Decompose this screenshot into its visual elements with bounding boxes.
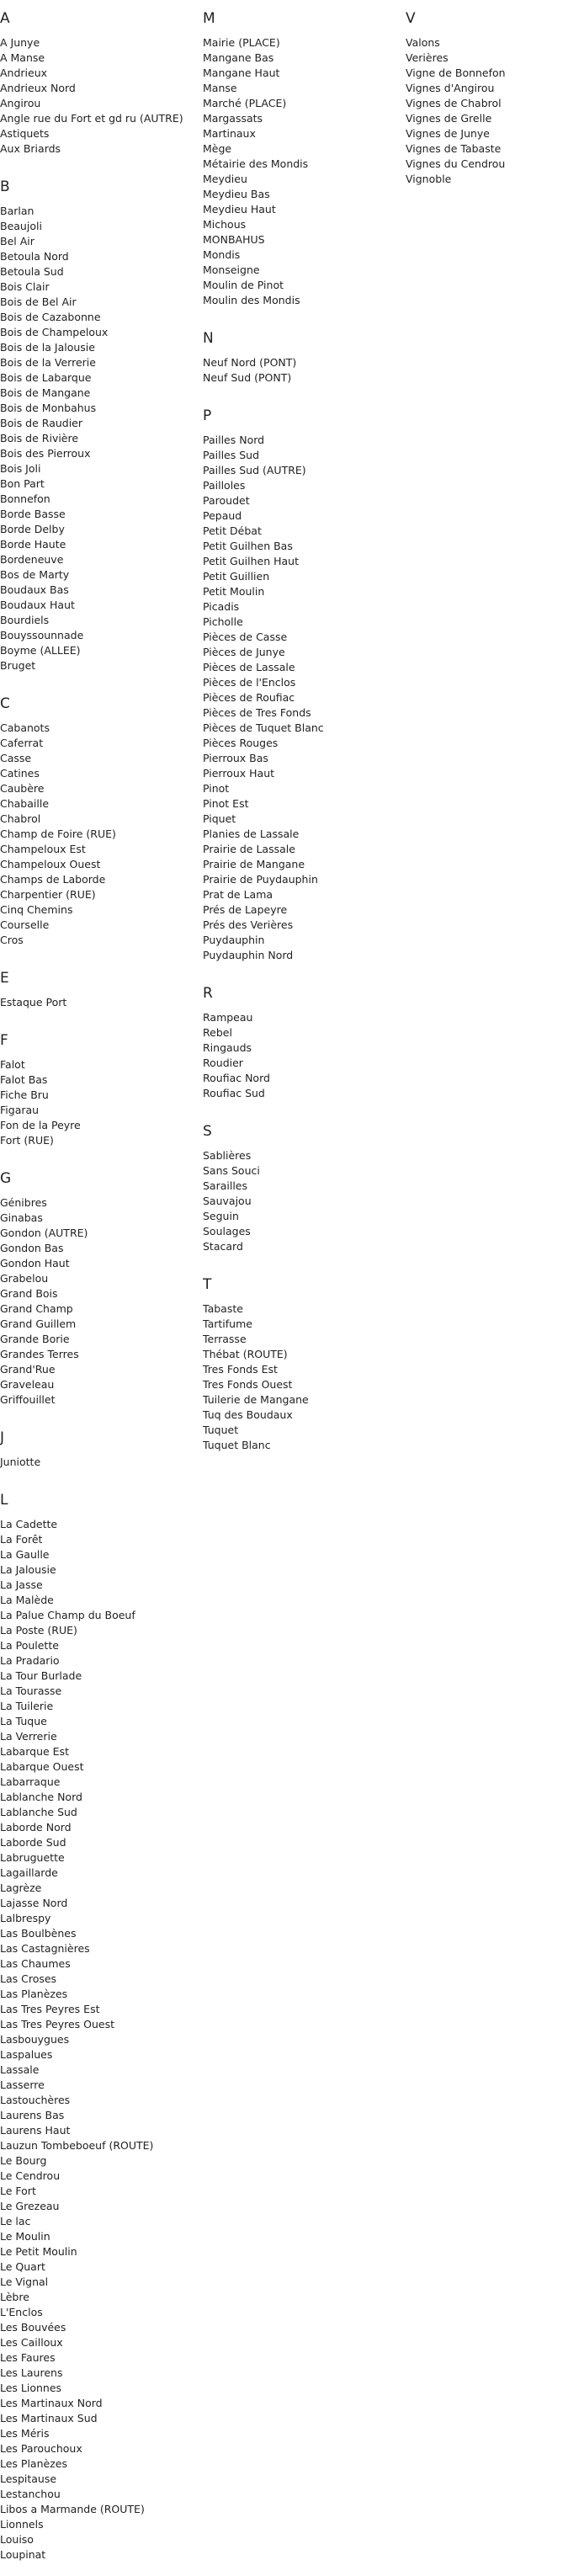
place-link-graveleau[interactable]: Graveleau: [0, 1378, 55, 1391]
place-name-list: [0, 1455, 195, 1470]
letter-heading: A: [0, 10, 10, 27]
letter-heading: R: [203, 985, 213, 1002]
place-link-lagreze[interactable]: Lagrèze: [0, 1881, 42, 1894]
place-link-cros[interactable]: Cros: [0, 934, 24, 946]
place-link-vignes-de-grelle[interactable]: Vignes de Grelle: [406, 112, 492, 125]
place-link-puydauphin[interactable]: Puydauphin: [203, 934, 265, 946]
place-link-borde-delby[interactable]: Borde Delby: [0, 523, 65, 535]
place-link-laspalues[interactable]: Laspalues: [0, 2048, 53, 2061]
place-link-piquet[interactable]: Piquet: [203, 812, 236, 825]
place-link-meydieu[interactable]: Meydieu: [203, 173, 247, 185]
place-link-pinot-est[interactable]: Pinot Est: [203, 797, 249, 810]
place-link-libos-a-marmande-route[interactable]: Libos a Marmande (ROUTE): [0, 2503, 145, 2515]
place-link-la-gaulle[interactable]: La Gaulle: [0, 1548, 50, 1561]
place-link-tres-fonds-ouest[interactable]: Tres Fonds Ouest: [203, 1378, 293, 1391]
place-link-boudaux-bas[interactable]: Boudaux Bas: [0, 583, 69, 596]
place-link-pailloles[interactable]: Pailloles: [203, 479, 246, 492]
place-link-falot-bas[interactable]: Falot Bas: [0, 1073, 48, 1086]
place-link-les-martinaux-nord[interactable]: Les Martinaux Nord: [0, 2397, 103, 2409]
place-link-angirou[interactable]: Angirou: [0, 97, 41, 109]
place-name-list: [0, 35, 195, 157]
place-link-laborde-sud[interactable]: Laborde Sud: [0, 1836, 66, 1849]
place-link-les-bouvees[interactable]: Les Bouvées: [0, 2321, 66, 2334]
place-link-las-chaumes[interactable]: Las Chaumes: [0, 1957, 71, 1970]
place-link-caubere[interactable]: Caubère: [0, 782, 45, 795]
place-link-aux-briards[interactable]: Aux Briards: [0, 142, 61, 155]
place-link-barlan[interactable]: Barlan: [0, 205, 35, 217]
place-link-pepaud[interactable]: Pepaud: [203, 509, 242, 522]
place-link-le-fort[interactable]: Le Fort: [0, 2185, 36, 2197]
letter-heading: F: [0, 1032, 8, 1049]
place-link-margassats[interactable]: Margassats: [203, 112, 263, 125]
place-link-les-parouchoux[interactable]: Les Parouchoux: [0, 2442, 82, 2455]
place-link-las-tres-peyres-ouest[interactable]: Las Tres Peyres Ouest: [0, 2018, 115, 2030]
place-link-valons[interactable]: Valons: [406, 36, 440, 49]
letter-group-p: [203, 399, 398, 963]
letter-heading: M: [203, 10, 215, 27]
place-link-bel-air[interactable]: Bel Air: [0, 235, 35, 247]
place-link-bois-de-cazabonne[interactable]: Bois de Cazabonne: [0, 311, 101, 323]
place-link-pieces-rouges[interactable]: Pièces Rouges: [203, 737, 279, 749]
place-link-champs-de-laborde[interactable]: Champs de Laborde: [0, 873, 106, 886]
place-link-vigne-de-bonnefon[interactable]: Vigne de Bonnefon: [406, 67, 506, 79]
letter-group-e: [0, 961, 195, 1010]
place-link-angle-rue-du-fort-et-gd-ru-autre[interactable]: Angle rue du Fort et gd ru (AUTRE): [0, 112, 183, 125]
place-link-grand-rue[interactable]: Grand'Rue: [0, 1363, 56, 1376]
place-name-list: [0, 1057, 195, 1148]
place-link-ginabas[interactable]: Ginabas: [0, 1211, 43, 1224]
place-link-le-quart[interactable]: Le Quart: [0, 2260, 45, 2273]
place-link-monseigne[interactable]: Monseigne: [203, 263, 260, 276]
place-link-pieces-de-junye[interactable]: Pièces de Junye: [203, 646, 285, 658]
letter-group-r: [203, 977, 398, 1101]
place-link-betoula-sud[interactable]: Betoula Sud: [0, 265, 64, 278]
place-link-grande-borie[interactable]: Grande Borie: [0, 1333, 70, 1345]
letter-heading: E: [0, 970, 9, 987]
place-link-le-lac[interactable]: Le lac: [0, 2215, 31, 2227]
place-link-astiquets[interactable]: Astiquets: [0, 127, 50, 140]
place-link-las-boulbenes[interactable]: Las Boulbènes: [0, 1927, 77, 1940]
place-link-picadis[interactable]: Picadis: [203, 600, 240, 613]
place-link-louiso[interactable]: Louiso: [0, 2533, 34, 2546]
place-link-las-tres-peyres-est[interactable]: Las Tres Peyres Est: [0, 2003, 100, 2015]
place-link-mege[interactable]: Mège: [203, 142, 232, 155]
place-link-planies-de-lassale[interactable]: Planies de Lassale: [203, 828, 300, 840]
place-link-vignoble[interactable]: Vignoble: [406, 173, 452, 185]
place-name-list: [203, 1148, 398, 1254]
place-link-rampeau[interactable]: Rampeau: [203, 1011, 253, 1024]
place-link-vignes-de-chabrol[interactable]: Vignes de Chabrol: [406, 97, 502, 109]
place-link-picholle[interactable]: Picholle: [203, 615, 243, 628]
place-link-la-jalousie[interactable]: La Jalousie: [0, 1563, 56, 1576]
place-link-bois-clair[interactable]: Bois Clair: [0, 280, 50, 293]
place-link-petit-guilhen-haut[interactable]: Petit Guilhen Haut: [203, 555, 299, 567]
place-link-falot[interactable]: Falot: [0, 1058, 25, 1071]
place-link-prat-de-lama[interactable]: Prat de Lama: [203, 888, 273, 901]
place-link-chabaille[interactable]: Chabaille: [0, 797, 50, 810]
place-link-lestanchou[interactable]: Lestanchou: [0, 2488, 61, 2500]
place-link-mangane-haut[interactable]: Mangane Haut: [203, 67, 280, 79]
place-link-lebre[interactable]: Lèbre: [0, 2291, 29, 2303]
place-link-les-martinaux-sud[interactable]: Les Martinaux Sud: [0, 2412, 98, 2424]
place-link-borde-basse[interactable]: Borde Basse: [0, 508, 66, 520]
place-link-champeloux-ouest[interactable]: Champeloux Ouest: [0, 858, 101, 870]
place-link-andrieux-nord[interactable]: Andrieux Nord: [0, 82, 76, 94]
place-link-prairie-de-lassale[interactable]: Prairie de Lassale: [203, 843, 295, 855]
place-link-la-poulette[interactable]: La Poulette: [0, 1639, 59, 1652]
place-link-roudier[interactable]: Roudier: [203, 1056, 243, 1069]
place-link-las-croses[interactable]: Las Croses: [0, 1972, 57, 1985]
place-link-boyme-allee[interactable]: Boyme (ALLEE): [0, 644, 81, 657]
place-link-mairie-place[interactable]: Mairie (PLACE): [203, 36, 280, 49]
place-link-le-grezeau[interactable]: Le Grezeau: [0, 2200, 60, 2212]
place-link-la-tourasse[interactable]: La Tourasse: [0, 1685, 62, 1697]
place-link-pieces-de-tuquet-blanc[interactable]: Pièces de Tuquet Blanc: [203, 721, 324, 734]
letter-heading: V: [406, 10, 416, 27]
letter-heading: T: [203, 1276, 212, 1293]
place-link-bon-part[interactable]: Bon Part: [0, 477, 45, 490]
place-link-champeloux-est[interactable]: Champeloux Est: [0, 843, 86, 855]
place-link-verieres[interactable]: Verières: [406, 51, 449, 64]
letter-heading: C: [0, 695, 10, 712]
letter-group-a: [0, 0, 195, 157]
place-link-bordeneuve[interactable]: Bordeneuve: [0, 553, 64, 566]
place-link-la-tuilerie[interactable]: La Tuilerie: [0, 1700, 54, 1712]
place-link-petit-debat[interactable]: Petit Débat: [203, 524, 262, 537]
place-link-le-bourg[interactable]: Le Bourg: [0, 2154, 47, 2167]
place-link-mangane-bas[interactable]: Mangane Bas: [203, 51, 274, 64]
place-name-list: [0, 1517, 195, 2563]
place-link-bois-de-la-jalousie[interactable]: Bois de la Jalousie: [0, 341, 95, 354]
place-link-fon-de-la-peyre[interactable]: Fon de la Peyre: [0, 1119, 81, 1131]
place-link-les-cailloux[interactable]: Les Cailloux: [0, 2336, 63, 2349]
place-link-borde-haute[interactable]: Borde Haute: [0, 538, 66, 551]
place-link-las-castagnieres[interactable]: Las Castagnières: [0, 1942, 90, 1955]
place-link-champ-de-foire-rue[interactable]: Champ de Foire (RUE): [0, 828, 116, 840]
place-link-bourdiels[interactable]: Bourdiels: [0, 614, 50, 626]
place-link-grabelou[interactable]: Grabelou: [0, 1272, 49, 1285]
place-link-laurens-haut[interactable]: Laurens Haut: [0, 2124, 71, 2137]
place-link-manse[interactable]: Manse: [203, 82, 237, 94]
letter-group-c: [0, 687, 195, 948]
place-link-la-palue-champ-du-boeuf[interactable]: La Palue Champ du Boeuf: [0, 1609, 135, 1621]
place-link-bois-joli[interactable]: Bois Joli: [0, 462, 41, 475]
place-link-labarraque[interactable]: Labarraque: [0, 1775, 61, 1788]
letter-group-j: [0, 1421, 195, 1470]
letter-heading: S: [203, 1123, 212, 1140]
place-link-bruget[interactable]: Bruget: [0, 659, 36, 672]
place-link-pieces-de-roufiac[interactable]: Pièces de Roufiac: [203, 691, 295, 704]
place-link-fort-rue[interactable]: Fort (RUE): [0, 1134, 54, 1147]
place-link-gondon-haut[interactable]: Gondon Haut: [0, 1257, 70, 1269]
place-link-lionnels[interactable]: Lionnels: [0, 2518, 44, 2531]
place-link-ringauds[interactable]: Ringauds: [203, 1041, 252, 1054]
index-column-3: [406, 0, 568, 200]
place-link-le-moulin[interactable]: Le Moulin: [0, 2230, 50, 2243]
place-link-l-enclos[interactable]: L'Enclos: [0, 2306, 43, 2318]
place-link-la-tour-burlade[interactable]: La Tour Burlade: [0, 1669, 82, 1682]
place-link-sarailles[interactable]: Sarailles: [203, 1179, 248, 1192]
place-link-pres-des-verieres[interactable]: Prés des Verières: [203, 918, 294, 931]
place-link-mondis[interactable]: Mondis: [203, 248, 241, 261]
place-link-les-laurens[interactable]: Les Laurens: [0, 2366, 63, 2379]
index-column-2: [203, 0, 398, 1466]
place-link-monbahus[interactable]: MONBAHUS: [203, 233, 265, 246]
letter-group-b: [0, 170, 195, 673]
place-link-lablanche-sud[interactable]: Lablanche Sud: [0, 1806, 77, 1818]
place-link-cinq-chemins[interactable]: Cinq Chemins: [0, 903, 73, 916]
place-link-charpentier-rue[interactable]: Charpentier (RUE): [0, 888, 96, 901]
place-link-moulin-des-mondis[interactable]: Moulin des Mondis: [203, 294, 300, 306]
place-link-la-foret[interactable]: La Forêt: [0, 1533, 43, 1546]
place-link-tartifume[interactable]: Tartifume: [203, 1317, 252, 1330]
place-name-list: [0, 1195, 195, 1408]
place-link-vignes-de-tabaste[interactable]: Vignes de Tabaste: [406, 142, 502, 155]
place-link-prairie-de-mangane[interactable]: Prairie de Mangane: [203, 858, 305, 870]
place-link-lasbouygues[interactable]: Lasbouygues: [0, 2033, 70, 2046]
letter-heading: G: [0, 1170, 12, 1187]
place-link-pailles-sud[interactable]: Pailles Sud: [203, 449, 260, 461]
place-link-petit-guilhen-bas[interactable]: Petit Guilhen Bas: [203, 540, 293, 552]
place-link-bois-de-champeloux[interactable]: Bois de Champeloux: [0, 326, 109, 338]
place-link-la-pradario[interactable]: La Pradario: [0, 1654, 60, 1667]
place-link-pieces-de-tres-fonds[interactable]: Pièces de Tres Fonds: [203, 706, 311, 719]
place-link-martinaux[interactable]: Martinaux: [203, 127, 256, 140]
place-name-list: [203, 433, 398, 963]
place-link-neuf-sud-pont[interactable]: Neuf Sud (PONT): [203, 371, 292, 384]
place-link-genibres[interactable]: Génibres: [0, 1196, 47, 1209]
place-link-caferrat[interactable]: Caferrat: [0, 737, 44, 749]
place-link-andrieux[interactable]: Andrieux: [0, 67, 48, 79]
place-link-pieces-de-l-enclos[interactable]: Pièces de l'Enclos: [203, 676, 296, 689]
place-link-lassale[interactable]: Lassale: [0, 2063, 40, 2076]
letter-group-l: [0, 1483, 195, 2563]
letter-group-s: [203, 1115, 398, 1254]
place-link-gondon-bas[interactable]: Gondon Bas: [0, 1242, 64, 1254]
place-name-list: [0, 995, 195, 1010]
letter-group-v: [406, 0, 568, 187]
place-link-petit-guillien[interactable]: Petit Guillien: [203, 570, 270, 583]
place-link-la-cadette[interactable]: La Cadette: [0, 1518, 58, 1530]
place-name-list: [406, 35, 568, 187]
letter-heading: L: [0, 1492, 8, 1509]
place-link-terrasse[interactable]: Terrasse: [203, 1333, 247, 1345]
place-link-la-tuque[interactable]: La Tuque: [0, 1715, 47, 1727]
place-link-vignes-de-junye[interactable]: Vignes de Junye: [406, 127, 490, 140]
place-link-lalbrespy[interactable]: Lalbrespy: [0, 1912, 51, 1924]
place-link-bois-de-mangane[interactable]: Bois de Mangane: [0, 386, 91, 399]
place-link-cabanots[interactable]: Cabanots: [0, 721, 50, 734]
place-link-sablieres[interactable]: Sablières: [203, 1149, 252, 1162]
place-link-courselle[interactable]: Courselle: [0, 918, 50, 931]
place-link-casse[interactable]: Casse: [0, 752, 32, 764]
place-link-tabaste[interactable]: Tabaste: [203, 1302, 243, 1315]
place-link-bois-de-raudier[interactable]: Bois de Raudier: [0, 417, 83, 429]
place-link-la-verrerie[interactable]: La Verrerie: [0, 1730, 57, 1743]
place-link-meydieu-bas[interactable]: Meydieu Bas: [203, 188, 270, 200]
place-link-petit-moulin[interactable]: Petit Moulin: [203, 585, 265, 598]
place-link-prairie-de-puydauphin[interactable]: Prairie de Puydauphin: [203, 873, 318, 886]
place-link-tres-fonds-est[interactable]: Tres Fonds Est: [203, 1363, 278, 1376]
place-link-vignes-d-angirou[interactable]: Vignes d'Angirou: [406, 82, 495, 94]
place-link-vignes-du-cendrou[interactable]: Vignes du Cendrou: [406, 157, 506, 170]
place-link-paroudet[interactable]: Paroudet: [203, 494, 250, 507]
place-link-grand-champ[interactable]: Grand Champ: [0, 1302, 73, 1315]
place-link-seguin[interactable]: Seguin: [203, 1210, 239, 1222]
letter-group-n: [203, 322, 398, 386]
place-name-list: [203, 355, 398, 386]
place-link-bos-de-marty[interactable]: Bos de Marty: [0, 568, 70, 581]
place-link-michous[interactable]: Michous: [203, 218, 247, 231]
place-link-chabrol[interactable]: Chabrol: [0, 812, 41, 825]
place-link-soulages[interactable]: Soulages: [203, 1225, 251, 1237]
place-link-labarque-ouest[interactable]: Labarque Ouest: [0, 1760, 84, 1773]
place-link-thebat-route[interactable]: Thébat (ROUTE): [203, 1348, 288, 1360]
place-link-grandes-terres[interactable]: Grandes Terres: [0, 1348, 79, 1360]
index-column-1: [0, 0, 195, 2576]
place-link-figarau[interactable]: Figarau: [0, 1104, 40, 1116]
place-link-laurens-bas[interactable]: Laurens Bas: [0, 2109, 65, 2121]
place-link-lauzun-tombeboeuf-route[interactable]: Lauzun Tombeboeuf (ROUTE): [0, 2139, 154, 2152]
place-link-pres-de-lapeyre[interactable]: Prés de Lapeyre: [203, 903, 288, 916]
place-link-la-poste-rue[interactable]: La Poste (RUE): [0, 1624, 77, 1637]
place-link-bois-de-la-verrerie[interactable]: Bois de la Verrerie: [0, 356, 96, 369]
place-link-le-cendrou[interactable]: Le Cendrou: [0, 2169, 61, 2182]
place-link-grand-bois[interactable]: Grand Bois: [0, 1287, 58, 1300]
place-name-list: [203, 1301, 398, 1453]
place-link-les-lionnes[interactable]: Les Lionnes: [0, 2382, 62, 2394]
place-link-bouyssounnade[interactable]: Bouyssounnade: [0, 629, 84, 641]
place-link-bois-des-pierroux[interactable]: Bois des Pierroux: [0, 447, 91, 460]
place-link-fiche-bru[interactable]: Fiche Bru: [0, 1088, 49, 1101]
place-name-list: [0, 204, 195, 673]
letter-group-m: [203, 0, 398, 308]
place-link-boudaux-haut[interactable]: Boudaux Haut: [0, 599, 75, 611]
place-link-roufiac-sud[interactable]: Roufiac Sud: [203, 1087, 265, 1099]
place-link-metairie-des-mondis[interactable]: Métairie des Mondis: [203, 157, 309, 170]
place-link-labruguette[interactable]: Labruguette: [0, 1851, 65, 1864]
place-link-pailles-nord[interactable]: Pailles Nord: [203, 434, 265, 446]
place-link-la-malede[interactable]: La Malède: [0, 1594, 54, 1606]
place-link-beaujoli[interactable]: Beaujoli: [0, 220, 42, 232]
letter-heading: B: [0, 178, 10, 195]
place-link-meydieu-haut[interactable]: Meydieu Haut: [203, 203, 276, 216]
place-link-catines[interactable]: Catines: [0, 767, 40, 780]
place-link-pierroux-haut[interactable]: Pierroux Haut: [203, 767, 275, 780]
place-link-tuilerie-de-mangane[interactable]: Tuilerie de Mangane: [203, 1393, 309, 1406]
place-link-le-petit-moulin[interactable]: Le Petit Moulin: [0, 2245, 77, 2258]
place-link-les-meris[interactable]: Les Méris: [0, 2427, 50, 2440]
place-link-la-jasse[interactable]: La Jasse: [0, 1578, 43, 1591]
place-link-pieces-de-lassale[interactable]: Pièces de Lassale: [203, 661, 295, 673]
place-link-bonnefon[interactable]: Bonnefon: [0, 492, 50, 505]
place-link-grand-guillem[interactable]: Grand Guillem: [0, 1317, 77, 1330]
place-name-list: [203, 1010, 398, 1101]
letter-heading: N: [203, 330, 214, 347]
place-name-list: [203, 35, 398, 308]
place-link-stacard[interactable]: Stacard: [203, 1240, 243, 1253]
place-link-griffouillet[interactable]: Griffouillet: [0, 1393, 56, 1406]
place-link-laborde-nord[interactable]: Laborde Nord: [0, 1821, 72, 1834]
place-link-bois-de-labarque[interactable]: Bois de Labarque: [0, 371, 92, 384]
letter-group-f: [0, 1024, 195, 1148]
place-link-le-vignal[interactable]: Le Vignal: [0, 2275, 49, 2288]
place-name-list: [0, 721, 195, 948]
place-link-tuquet[interactable]: Tuquet: [203, 1424, 239, 1436]
place-link-juniotte[interactable]: Juniotte: [0, 1456, 41, 1468]
place-link-lasserre[interactable]: Lasserre: [0, 2078, 45, 2091]
place-link-a-junye[interactable]: A Junye: [0, 36, 40, 49]
place-link-las-planezes[interactable]: Las Planèzes: [0, 1988, 68, 2000]
place-link-roufiac-nord[interactable]: Roufiac Nord: [203, 1072, 270, 1084]
place-link-bois-de-bel-air[interactable]: Bois de Bel Air: [0, 295, 77, 308]
place-link-lespitause[interactable]: Lespitause: [0, 2472, 57, 2485]
place-link-les-planezes[interactable]: Les Planèzes: [0, 2457, 67, 2470]
place-link-les-faures[interactable]: Les Faures: [0, 2351, 56, 2364]
place-link-lastoucheres[interactable]: Lastouchères: [0, 2094, 71, 2106]
letter-heading: P: [203, 407, 212, 424]
place-link-loupinat[interactable]: Loupinat: [0, 2548, 46, 2561]
place-link-marche-place[interactable]: Marché (PLACE): [203, 97, 287, 109]
place-link-pieces-de-casse[interactable]: Pièces de Casse: [203, 631, 288, 643]
place-link-lagaillarde[interactable]: Lagaillarde: [0, 1866, 58, 1879]
place-link-betoula-nord[interactable]: Betoula Nord: [0, 250, 69, 263]
letter-heading: J: [0, 1429, 5, 1446]
place-link-lajasse-nord[interactable]: Lajasse Nord: [0, 1897, 68, 1909]
letter-group-g: [0, 1162, 195, 1408]
place-link-rebel[interactable]: Rebel: [203, 1026, 232, 1039]
place-link-puydauphin-nord[interactable]: Puydauphin Nord: [203, 949, 294, 961]
place-link-pierroux-bas[interactable]: Pierroux Bas: [203, 752, 268, 764]
place-link-sans-souci[interactable]: Sans Souci: [203, 1164, 260, 1177]
place-link-a-manse[interactable]: A Manse: [0, 51, 45, 64]
place-link-tuquet-blanc[interactable]: Tuquet Blanc: [203, 1439, 271, 1451]
place-link-bois-de-monbahus[interactable]: Bois de Monbahus: [0, 402, 97, 414]
place-link-moulin-de-pinot[interactable]: Moulin de Pinot: [203, 279, 284, 291]
place-link-estaque-port[interactable]: Estaque Port: [0, 996, 67, 1009]
letter-group-t: [203, 1268, 398, 1453]
place-link-pailles-sud-autre[interactable]: Pailles Sud (AUTRE): [203, 464, 306, 476]
place-link-tuq-des-boudaux[interactable]: Tuq des Boudaux: [203, 1408, 293, 1421]
place-link-bois-de-riviere[interactable]: Bois de Rivière: [0, 432, 79, 444]
place-link-labarque-est[interactable]: Labarque Est: [0, 1745, 69, 1758]
place-link-pinot[interactable]: Pinot: [203, 782, 230, 795]
place-link-lablanche-nord[interactable]: Lablanche Nord: [0, 1791, 82, 1803]
place-link-gondon-autre[interactable]: Gondon (AUTRE): [0, 1227, 88, 1239]
place-link-sauvajou[interactable]: Sauvajou: [203, 1195, 252, 1207]
place-link-neuf-nord-pont[interactable]: Neuf Nord (PONT): [203, 356, 297, 369]
